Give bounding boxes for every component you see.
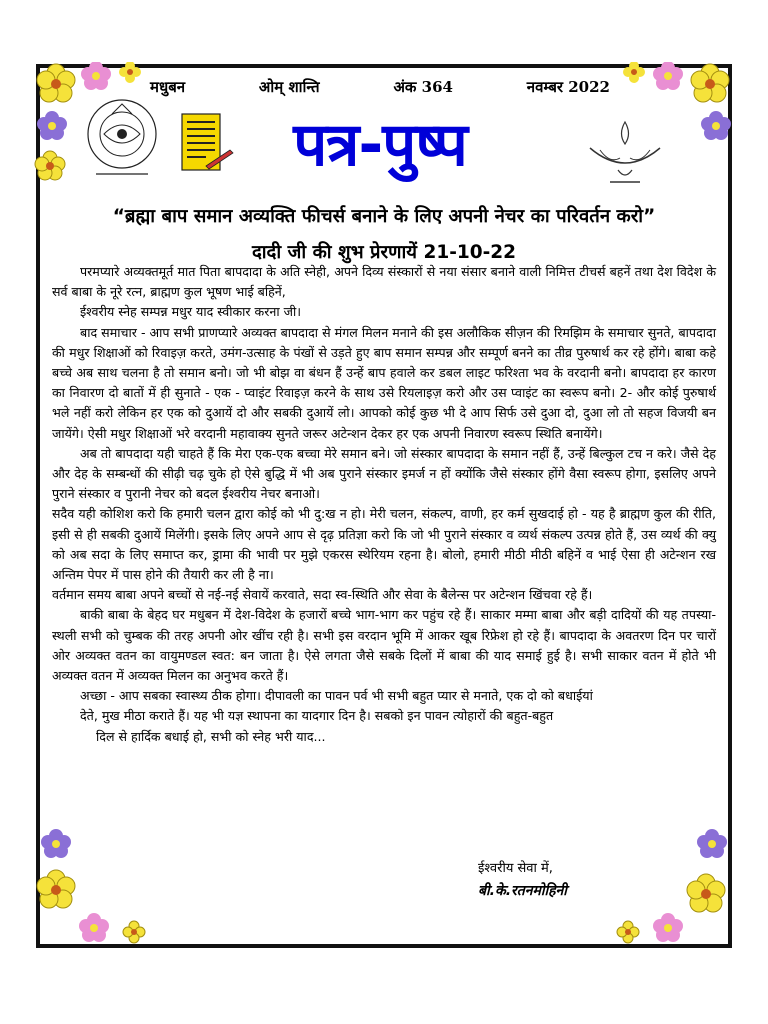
lamp-icon bbox=[580, 118, 670, 188]
subheading: दादी जी की शुभ प्रेरणायें 21-10-22 bbox=[251, 242, 517, 263]
paragraph: दिल से हार्दिक बधाई हो, सभी को स्नेह भरी याद... bbox=[96, 728, 326, 744]
paragraph: अच्छा - आप सबका स्वास्थ्य ठीक होगा। दीपावली का पावन पर्व भी सभी बहुत प्यार से मनाते, एक दो को बधाईयां bbox=[80, 688, 593, 704]
issue-label: अंक 364 bbox=[393, 78, 453, 96]
flower-icon bbox=[34, 820, 164, 950]
closing-line: ईश्वरीय सेवा में, bbox=[478, 861, 553, 876]
paragraph: परमप्यारे अव्यक्तमूर्त मात पिता बापदादा के अति स्नेही, अपने दिव्य संस्कारों से नया संसार बनाने वाली निमित्त टीचर्स बहनें तथा देश विदेश के सर्व बाबा के नूरे रत्न, ब्राह्मण कुल भूषण भाई बहिनें, bbox=[52, 264, 716, 300]
signatory-name: बी.के.रतनमोहिनी bbox=[478, 883, 567, 899]
paragraph: ईश्वरीय स्नेह सम्पन्न मधुर याद स्वीकार करना जी। bbox=[80, 304, 302, 320]
globe-logo-icon bbox=[82, 96, 162, 180]
flower-icon bbox=[606, 820, 736, 950]
letter-document-icon bbox=[176, 110, 236, 180]
page-title: पत्र-पुष्प bbox=[293, 110, 467, 180]
paragraph: बाद समाचार - आप सभी प्राणप्यारे अव्यक्त बापदादा से मंगल मिलन मनाने की इस अलौकिक सीज़न की रिमझिम के समाचार सुनते, बापदादा की मधुर शिक्षाओं को रिवाइज़ करते, उमंग-उत्साह के पंखों से उड़ते हुए बाप समान सम्पन्न और सम्पूर्ण बनने का तीव्र पुरुषार्थ कर रहे होंगे। बाबा कहे बच्चे अब साथ चलना है तो समान बनो। जो भी बोझ वा बंधन हैं उन्हें बाप हवाले कर डबल लाइट फरिश्ता भव के वरदानी बनो। बापदादा हर कारण का निवारण दो बातों में ही सुनाते - एक - प्वाइंट रिवाइज़ करने के साथ उसे रियलाइज़ करो और उस प्वाइंट का स्वरूप बनो। 2- और कोई पुरुषार्थ भले नहीं करो लेकिन हर एक को दुआयें दो और सबकी दुआयें लो। आपको कोई कुछ भी दे आप सिर्फ उसे दुआ दो, दुआ लो तो सहज विजयी बन जायेंगे। ऐसी मधुर शिक्षाओं भरे वरदानी महावाक्य सुनते जरूर अटेन्शन देकर हर एक अपनी निवारण स्वरूप स्थिति बनायेंगे। bbox=[52, 324, 716, 441]
headline-quote: “ब्रह्मा बाप समान अव्यक्ति फीचर्स बनाने के लिए अपनी नेचर का परिवर्तन करो” bbox=[112, 206, 656, 227]
letter-body bbox=[52, 262, 716, 747]
paragraph: अब तो बापदादा यही चाहते हैं कि मेरा एक-एक बच्चा मेरे समान बने। जो संस्कार बापदादा के समान नहीं हैं, उन्हें बिल्कुल टच न करे। जैसे देह और देह के सम्बन्धों की सीढ़ी चढ़ चुके हो ऐसे बुद्धि में भी अब पुराने संस्कार इमर्ज न हों क्योंकि जैसे संस्कार होंगे वैसा स्वरूप होगा, इसलिए अपने पुराने संस्कार व पुरानी नेचर को बदल ईश्वरीय नेचर बनाओ। bbox=[52, 445, 716, 502]
masthead-info bbox=[150, 76, 610, 98]
greeting-label: ओम् शान्ति bbox=[258, 78, 320, 96]
place-label: मधुबन bbox=[150, 78, 186, 96]
paragraph: बाकी बाबा के बेहद घर मधुबन में देश-विदेश के हजारों बच्चे भाग-भाग कर पहुंच रहे हैं। साकार मम्मा बाबा और बड़ी दादियों की यह तपस्या-स्थली सभी को चुम्बक की तरह अपनी ओर खींच रही है। सभी इस वरदान भूमि में आकर खूब रिफ्रेश हो रहे हैं। बापदादा के अवतरण दिन पर चारों ओर अव्यक्त वतन का वायुमण्डल स्वत: बन जाता है। ऐसे लगता जैसे सबके दिलों में बाबा की याद समाई हुई है। सभी साकार वतन में होते भी अव्यक्त वतन में अव्यक्त मिलन का अनुभव करते हैं। bbox=[52, 607, 716, 684]
paragraph: देते, मुख मीठा कराते हैं। यह भी यज्ञ स्थापना का यादगार दिन है। सबको इन पावन त्योहारों की बहुत-बहुत bbox=[80, 708, 554, 724]
month-label: नवम्बर 2022 bbox=[526, 78, 610, 96]
paragraph: सदैव यही कोशिश करो कि हमारी चलन द्वारा कोई को भी दु:ख न हो। मेरी चलन, संकल्प, वाणी, हर कर्म सुखदाई हो - यह है ब्राह्मण कुल की रीति, इसी से ही सबकी दुआयें मिलेंगी। इसके लिए अपने आप से दृढ़ प्रतिज्ञा करो कि जो भी पुराने संस्कार व व्यर्थ संकल्प उत्पन्न होते हैं, उस व्यर्थ की क्यु को अब सदा के लिए समाप्त कर, ड्रामा की भावी पर मुझे एकरस स्थेरियम रहना है। बोलो, हमारी मीठी मीठी बहिनें व भाई ऐसा ही अटेन्शन रख अन्तिम पेपर में पास होने की तैयारी कर ली है ना। bbox=[52, 506, 716, 583]
paragraph: वर्तमान समय बाबा अपने बच्चों से नई-नई सेवायें करवाते, सदा स्व-स्थिति और सेवा के बैलेन्स पर अटेन्शन खिंचवा रहे हैं। bbox=[52, 587, 593, 603]
